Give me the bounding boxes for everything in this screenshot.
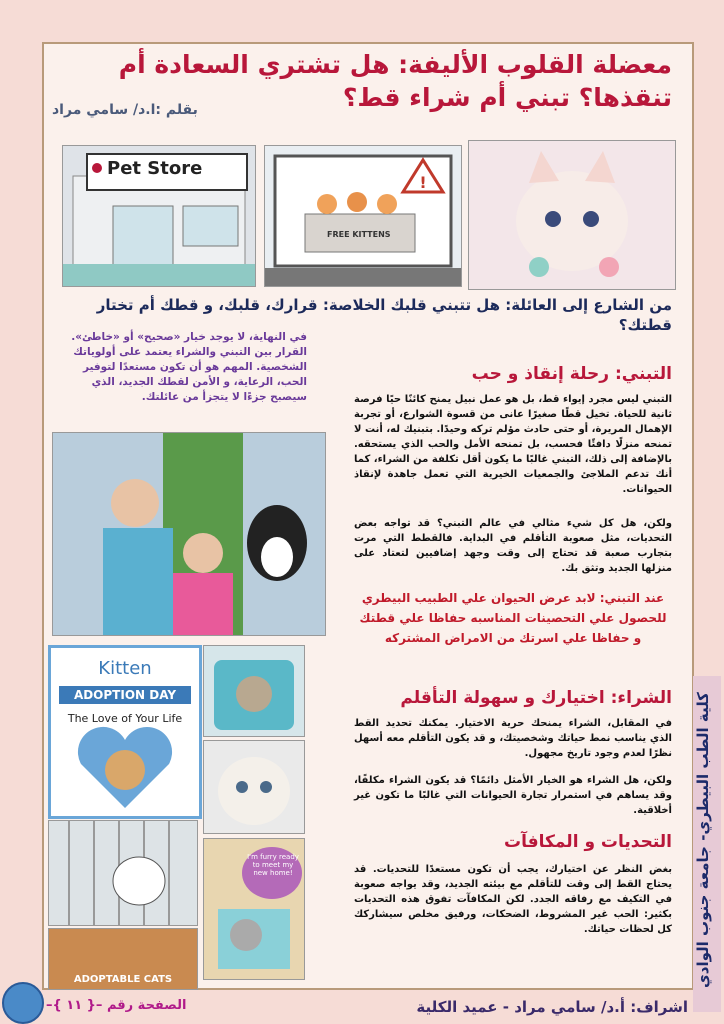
closeup-art [204, 741, 304, 833]
purchase-paragraph-2: ولكن، هل الشراء هو الخيار الأمثل دائمًا؟ قد يكون الشراء مكلفًا، وقد يساهم في استمرار تجارة الحيوانات التي غالبًا ما تكون غير أخلاقية. [354, 775, 672, 816]
adoption-paragraph-1: التبني ليس مجرد إيواء قط، بل هو عمل نبيل يمنح كائنًا حيًا فرصة ثانية للحياة. تخيل قطًا صغيرًا عانى من قسوة الشوارع، أو تجربة الإهمال المريرة، أو حتى حادث مؤلم تركه وحيدًا. بتبنيك له، أنت لا تمنحه منزلًا دافئًا فحسب، بل تمنحه الأمل والحب الذي يستحقه. بالإضافة إلى ذلك، التبني غالبًا ما يكون أقل تكلفة من الشراء، كما أنك تدعم الملاجئ والجمعيات الخيرية التي تعمل جاهدة لإنقاذ الحيوانات. [354, 394, 672, 495]
pet-store-sign: Pet Store [107, 158, 203, 179]
kitten-carrier-photo [203, 645, 305, 737]
heart-kitten-art [51, 648, 199, 816]
speech-bubble-text: I'm furry ready to meet my new home! [247, 853, 299, 877]
caged-kitten-photo [48, 820, 198, 926]
purchase-heading: الشراء: اختيارك و سهولة التأقلم [400, 688, 672, 708]
carrier-cat-speech-photo [203, 838, 305, 980]
vet-callout: عند التبني: لابد عرض الحيوان علي الطبيب البيطري للحصول علي التحصينات المناسبه حفاظا علي قطتك و حفاظا علي اسرتك من الامراض المشتركه [359, 591, 667, 645]
supervisor-credit: اشراف: أ.د/ سامي مراد - عميد الكلية [416, 998, 688, 1016]
free-kittens-label: FREE KITTENS [327, 230, 391, 239]
svg-text:!: ! [419, 173, 427, 192]
poster-adoption-day-label: ADOPTION DAY [59, 686, 191, 704]
kitten-closeup-photo [203, 740, 305, 834]
page-number: الصفحة رقم –{ ١١ }– [46, 998, 187, 1013]
adoption-paragraph-2: ولكن، هل كل شيء مثالي في عالم التبني؟ قد تواجه بعض التحديات، مثل صعوبة التأقلم في البداية. فالقطط التي مرت بتجارب صعبة قد تحتاج إلى وقت وجهد إضافيين لتعتاد على منزلها الجديد وتثق بك. [354, 518, 672, 574]
white-kitten-photo [468, 140, 676, 290]
author-byline: بقلم :ا.د/ سامي مراد [52, 102, 198, 118]
poster-love-label: The Love of Your Life [67, 712, 183, 725]
challenges-heading: التحديات و المكافآت [504, 832, 672, 852]
adoptable-cats-photo [48, 928, 198, 990]
kitten-photo-art [469, 141, 675, 289]
purchase-paragraph-1: في المقابل، الشراء يمنحك حرية الاختيار. يمكنك تحديد القط الذي يناسب نمط حياتك وشخصيتك، و قد يكون التأقلم معه أسهل نظرًا لعدم وجود تاريخ مجهول. [354, 718, 672, 759]
footer [0, 992, 724, 1024]
carrier-art [204, 646, 304, 736]
adoptable-cats-label: ADOPTABLE CATS [73, 974, 173, 985]
kitten-adoption-poster [48, 645, 202, 819]
conclusion-text: في النهاية، لا يوجد خيار «صحيح» أو «خاطئ». القرار بين التبني والشراء يعتمد على أولوياتك الشخصية. المهم هو أن تكون مستعدًا لتوفير الحب، الرعاية، و الأمن لقطك الجديد، الذي سيصبح جزءًا لا يتجزأ من عائلتك. [71, 331, 307, 403]
faculty-label: كلية الطب البيطري- جامعة جنوب الوادي [694, 692, 712, 988]
cage-art [49, 821, 197, 925]
laptop-illustration [265, 146, 461, 286]
university-logo-icon [2, 982, 44, 1024]
adoption-heading: التبني: رحلة إنقاذ و حب [471, 364, 672, 384]
poster-kitten-label: Kitten [98, 658, 152, 679]
children-photo-art [53, 433, 325, 635]
pet-store-image [62, 145, 256, 287]
side-banner [693, 676, 721, 1012]
free-kittens-laptop-image [264, 145, 462, 287]
children-with-cat-photo [52, 432, 326, 636]
lead-heading: من الشارع إلى العائلة: هل تتبني قلبك الخلاصة: قرارك، قلبك، و قطك أم تختار قطتك؟ [96, 296, 672, 334]
challenges-paragraph: بغض النظر عن اختيارك، يجب أن تكون مستعدًا للتحديات. قد يحتاج القط إلى وقت للتأقلم مع بيئته الجديد، وقد يواجه صعوبة في التكيف مع رفاقه الجدد. لكن المكافآت تفوق هذه التحديات بكثير: الحب غير المشروط، الضحكات، ورفيق مخلص سيشاركك كل لحظات حياتك. [354, 864, 672, 935]
article-title: معضلة القلوب الأليفة: هل تشتري السعادة أم تنقذها؟ تبني أم شراء قط؟ [118, 50, 672, 112]
